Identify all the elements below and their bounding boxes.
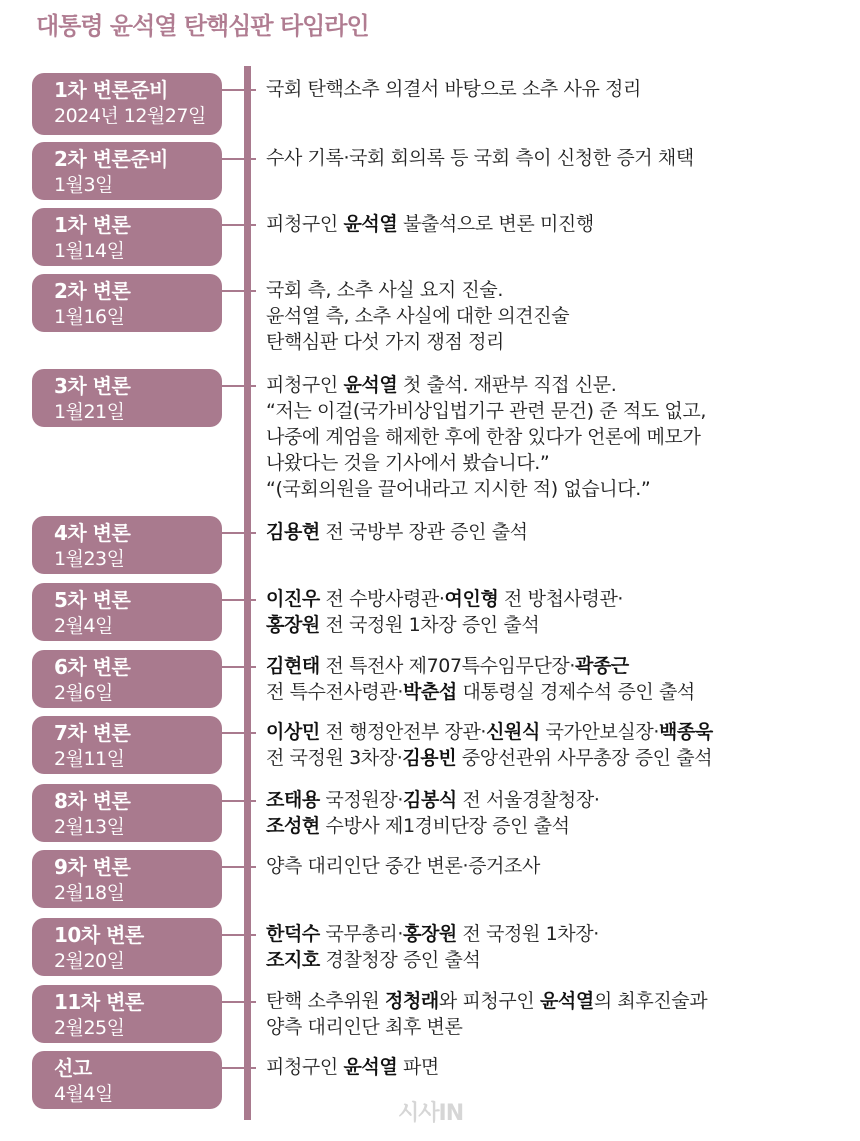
description-line xyxy=(266,450,846,476)
description-line xyxy=(266,372,846,398)
event-description xyxy=(266,921,846,973)
event-description xyxy=(266,76,846,102)
person-name: 곽종근 xyxy=(575,655,629,677)
description-text: 국회 탄핵소추 의결서 바탕으로 소추 사유 정리 xyxy=(266,78,641,100)
description-text: 수방사 제1경비단장 증인 출석 xyxy=(319,815,570,837)
description-line xyxy=(266,745,846,771)
connector-line xyxy=(222,224,256,226)
description-line xyxy=(266,1014,846,1040)
description-line xyxy=(266,211,846,237)
person-name: 윤석열 xyxy=(343,213,398,235)
session-label: 2차 변론 xyxy=(54,279,131,303)
description-line xyxy=(266,813,846,839)
session-date: 1월16일 xyxy=(54,306,125,328)
description-line xyxy=(266,519,846,545)
connector-line xyxy=(222,290,256,292)
person-name: 윤석열 xyxy=(343,374,398,396)
session-label: 4차 변론 xyxy=(54,521,131,545)
session-date: 2월13일 xyxy=(54,816,125,838)
description-text: 전 국정원 1차장 증인 출석 xyxy=(319,614,540,636)
person-name: 백종욱 xyxy=(658,721,713,743)
description-text: 양측 대리인단 최후 변론 xyxy=(266,1016,463,1038)
description-text: 전 방첩사령관· xyxy=(498,588,624,610)
description-line xyxy=(266,653,846,679)
description-line xyxy=(266,787,846,813)
event-description xyxy=(266,211,846,237)
event-description xyxy=(266,988,846,1040)
person-name: 김봉식 xyxy=(402,789,457,811)
description-text: 탄핵 소추위원 xyxy=(266,990,386,1012)
event-description xyxy=(266,1054,846,1080)
description-text: 윤석열 측, 소추 사실에 대한 의견진술 xyxy=(266,305,570,327)
description-line xyxy=(266,988,846,1014)
person-name: 박춘섭 xyxy=(402,681,457,703)
description-line xyxy=(266,145,846,171)
session-label: 1차 변론준비 xyxy=(54,78,168,102)
description-text: 양측 대리인단 중간 변론·증거조사 xyxy=(266,855,540,877)
connector-line xyxy=(222,385,256,387)
session-date: 1월21일 xyxy=(54,401,125,423)
description-text: 와 피청구인 xyxy=(438,990,540,1012)
connector-line xyxy=(222,1067,256,1069)
session-pill xyxy=(32,918,222,976)
description-text: 의 최후진술과 xyxy=(593,990,708,1012)
connector-line xyxy=(222,732,256,734)
session-pill xyxy=(32,369,222,427)
description-text: “저는 이걸(국가비상입법기구 관련 문건) 준 적도 없고, xyxy=(266,400,706,422)
session-date: 2024년 12월27일 xyxy=(54,105,206,127)
page-title: 대통령 윤석열 탄핵심판 타임라인 xyxy=(36,12,369,40)
connector-line xyxy=(222,158,256,160)
description-text: 전 특수전사령관· xyxy=(266,681,403,703)
session-label: 2차 변론준비 xyxy=(54,147,168,171)
person-name: 홍장원 xyxy=(266,614,320,636)
description-line xyxy=(266,1054,846,1080)
session-label: 11차 변론 xyxy=(54,990,144,1014)
description-text: 국정원장· xyxy=(319,789,403,811)
event-description xyxy=(266,653,846,705)
person-name: 신원식 xyxy=(486,721,540,743)
description-line xyxy=(266,424,846,450)
description-line xyxy=(266,921,846,947)
description-text: 첫 출석. 재판부 직접 신문. xyxy=(397,374,617,396)
description-text: 피청구인 xyxy=(266,1056,344,1078)
description-text: 탄핵심판 다섯 가지 쟁점 정리 xyxy=(266,331,505,353)
session-pill xyxy=(32,1051,222,1109)
event-description xyxy=(266,277,846,355)
description-line xyxy=(266,303,846,329)
person-name: 조태용 xyxy=(266,789,320,811)
person-name: 이진우 xyxy=(266,588,320,610)
session-pill xyxy=(32,142,222,200)
connector-line xyxy=(222,666,256,668)
person-name: 윤석열 xyxy=(539,990,594,1012)
session-date: 2월20일 xyxy=(54,950,125,972)
person-name: 정청래 xyxy=(385,990,439,1012)
session-date: 4월4일 xyxy=(54,1083,113,1105)
session-pill xyxy=(32,985,222,1043)
session-date: 1월3일 xyxy=(54,174,113,196)
session-pill xyxy=(32,73,222,135)
session-pill xyxy=(32,650,222,708)
description-text: 경찰청장 증인 출석 xyxy=(319,949,481,971)
description-line xyxy=(266,277,846,303)
description-text: 수사 기록·국회 회의록 등 국회 측이 신청한 증거 채택 xyxy=(266,147,694,169)
session-date: 2월11일 xyxy=(54,748,125,770)
description-line xyxy=(266,76,846,102)
event-description xyxy=(266,586,846,638)
watermark: 시사IN xyxy=(398,1101,464,1126)
description-line xyxy=(266,679,846,705)
session-label: 선고 xyxy=(54,1056,92,1080)
description-line xyxy=(266,719,846,745)
description-text: 중앙선관위 사무총장 증인 출석 xyxy=(456,747,713,769)
session-label: 5차 변론 xyxy=(54,588,131,612)
session-label: 9차 변론 xyxy=(54,855,131,879)
description-line xyxy=(266,612,846,638)
session-pill xyxy=(32,516,222,574)
description-text: 파면 xyxy=(397,1056,439,1078)
person-name: 김용빈 xyxy=(402,747,457,769)
event-description xyxy=(266,145,846,171)
event-description xyxy=(266,787,846,839)
description-text: 피청구인 xyxy=(266,213,344,235)
event-description xyxy=(266,719,846,771)
description-text: 전 행정안전부 장관· xyxy=(319,721,487,743)
description-text: 국무총리· xyxy=(319,923,403,945)
session-label: 1차 변론 xyxy=(54,213,131,237)
session-date: 2월25일 xyxy=(54,1017,125,1039)
description-text: 전 서울경찰청장· xyxy=(456,789,600,811)
person-name: 한덕수 xyxy=(266,923,320,945)
description-text: 나왔다는 것을 기사에서 봤습니다.” xyxy=(266,452,550,474)
session-pill xyxy=(32,274,222,332)
person-name: 김현태 xyxy=(266,655,320,677)
person-name: 김용현 xyxy=(266,521,320,543)
session-label: 7차 변론 xyxy=(54,721,131,745)
description-line xyxy=(266,398,846,424)
person-name: 이상민 xyxy=(266,721,320,743)
session-date: 1월23일 xyxy=(54,548,125,570)
description-text: “(국회의원을 끌어내라고 지시한 적) 없습니다.” xyxy=(266,478,651,500)
event-description xyxy=(266,372,846,502)
description-line xyxy=(266,853,846,879)
connector-line xyxy=(222,89,256,91)
person-name: 조성현 xyxy=(266,815,320,837)
event-description xyxy=(266,519,846,545)
event-description xyxy=(266,853,846,879)
description-text: 전 국정원 3차장· xyxy=(266,747,403,769)
connector-line xyxy=(222,866,256,868)
session-date: 2월18일 xyxy=(54,882,125,904)
description-text: 전 국방부 장관 증인 출석 xyxy=(319,521,528,543)
description-line xyxy=(266,586,846,612)
description-text: 피청구인 xyxy=(266,374,344,396)
connector-line xyxy=(222,599,256,601)
description-line xyxy=(266,947,846,973)
description-line xyxy=(266,329,846,355)
session-date: 2월4일 xyxy=(54,615,113,637)
connector-line xyxy=(222,800,256,802)
description-text: 나중에 계엄을 해제한 후에 한참 있다가 언론에 메모가 xyxy=(266,426,701,448)
session-pill xyxy=(32,583,222,641)
session-label: 8차 변론 xyxy=(54,789,131,813)
description-text: 국가안보실장· xyxy=(539,721,659,743)
session-label: 10차 변론 xyxy=(54,923,144,947)
person-name: 여인형 xyxy=(444,588,499,610)
session-pill xyxy=(32,208,222,266)
description-text: 대통령실 경제수석 증인 출석 xyxy=(456,681,695,703)
session-date: 2월6일 xyxy=(54,682,113,704)
description-text: 국회 측, 소추 사실 요지 진술. xyxy=(266,279,503,301)
person-name: 조지호 xyxy=(266,949,320,971)
connector-line xyxy=(222,532,256,534)
session-pill xyxy=(32,716,222,774)
connector-line xyxy=(222,1001,256,1003)
session-date: 1월14일 xyxy=(54,240,125,262)
description-line xyxy=(266,476,846,502)
description-text: 불출석으로 변론 미진행 xyxy=(397,213,594,235)
session-label: 6차 변론 xyxy=(54,655,131,679)
person-name: 윤석열 xyxy=(343,1056,398,1078)
session-label: 3차 변론 xyxy=(54,374,131,398)
description-text: 전 국정원 1차장· xyxy=(456,923,599,945)
person-name: 홍장원 xyxy=(402,923,457,945)
session-pill xyxy=(32,850,222,908)
session-pill xyxy=(32,784,222,842)
description-text: 전 수방사령관· xyxy=(319,588,445,610)
description-text: 전 특전사 제707특수임무단장· xyxy=(319,655,575,677)
connector-line xyxy=(222,934,256,936)
